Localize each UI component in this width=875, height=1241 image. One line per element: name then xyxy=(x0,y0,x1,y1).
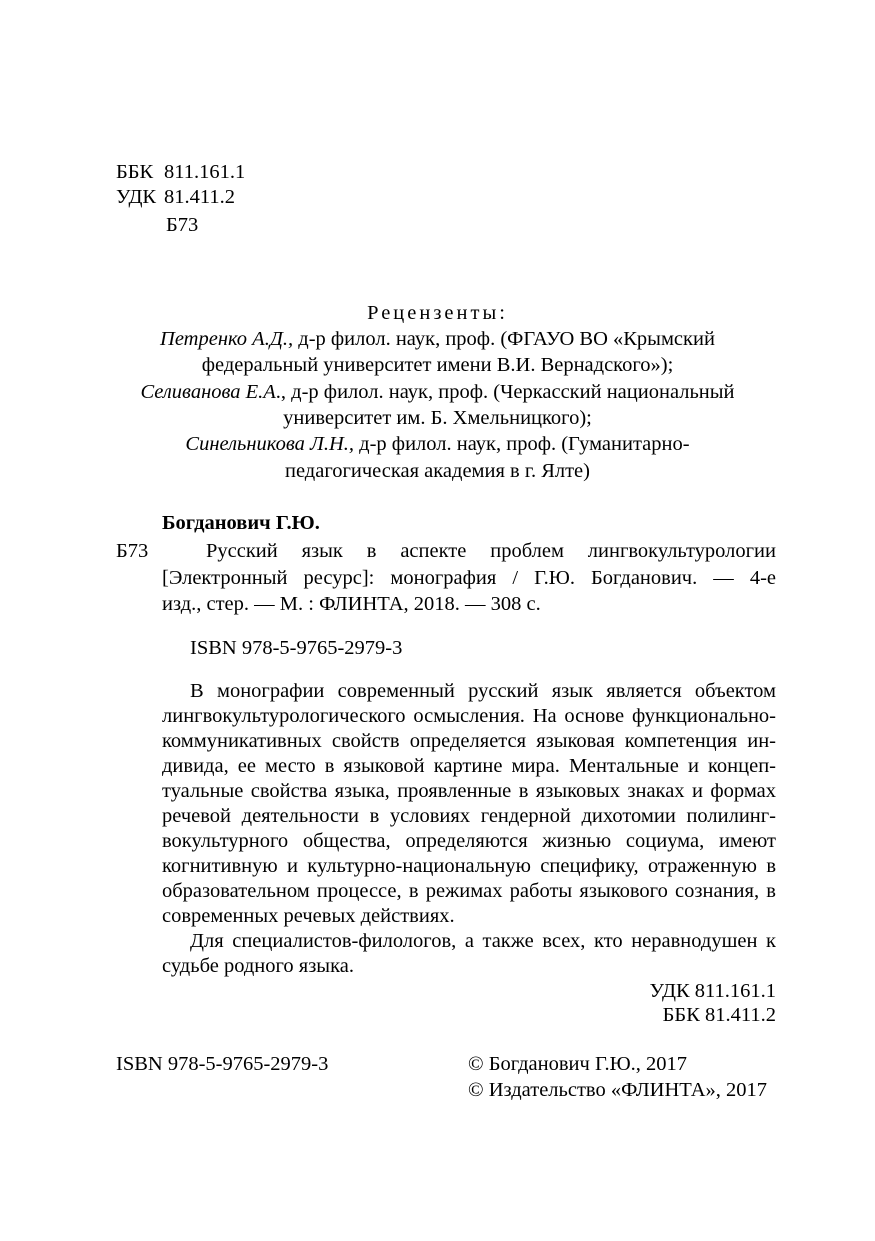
abstract-line: В монографии современный русский язык является объектом xyxy=(190,680,776,702)
footer-isbn: ISBN 978-5-9765-2979-3 xyxy=(116,1053,329,1075)
udk-code-right: УДК 811.161.1 xyxy=(649,980,776,1002)
audience-line: Для специалистов-филологов, а также всех, кто неравнодушен к xyxy=(190,930,776,952)
bbk-value: 811.161.1 xyxy=(164,161,246,183)
copyright-author: © Богданович Г.Ю., 2017 xyxy=(468,1053,688,1075)
reviewer-line: Синельникова Л.Н., д-р филол. наук, проф. (Гуманитарно- xyxy=(185,433,690,455)
record-isbn: ISBN 978-5-9765-2979-3 xyxy=(190,637,403,659)
abstract-line: когнитивную и культурно-национальную специфику, отраженную в xyxy=(162,855,776,877)
udk-value: 81.411.2 xyxy=(164,186,235,208)
udk-line xyxy=(116,185,235,210)
abstract-line: дивида, ее место в языковой картине мира. Ментальные и концеп- xyxy=(162,755,776,777)
record-desc-line: изд., стер. — М. : ФЛИНТА, 2018. — 308 с. xyxy=(162,593,541,615)
bbk-label: ББК xyxy=(116,161,154,183)
copyright-publisher: © Издательство «ФЛИНТА», 2017 xyxy=(468,1079,768,1101)
abstract-line: вокультурного общества, определяются жизнью социума, имеют xyxy=(162,830,776,852)
bbk-code-right: ББК 81.411.2 xyxy=(662,1004,776,1026)
record-desc-line: Русский язык в аспекте проблем лингвокультурологии xyxy=(206,540,776,562)
reviewer-line: педагогическая академия в г. Ялте) xyxy=(285,460,590,482)
abstract-line: лингвокультурологического осмысления. На основе функционально- xyxy=(162,705,776,727)
reviewer-line: Петренко А.Д., д-р филол. наук, проф. (ФГАУО ВО «Крымский xyxy=(160,328,715,350)
record-mark: Б73 xyxy=(116,540,149,562)
reviewer-line: университет им. Б. Хмельницкого); xyxy=(283,407,592,429)
bbk-line xyxy=(116,160,245,185)
record-desc-line: [Электронный ресурс]: монография / Г.Ю. Богданович. — 4-е xyxy=(162,567,776,589)
reviewers-heading: Рецензенты: xyxy=(367,302,508,324)
record-author: Богданович Г.Ю. xyxy=(162,512,320,534)
reviewer-line: федеральный университет имени В.И. Вернадского»); xyxy=(201,354,674,376)
abstract-line: туальные свойства языка, проявленные в языковых знаках и формах xyxy=(162,780,776,802)
abstract-line: образовательном процессе, в режимах работы языкового сознания, в xyxy=(162,880,776,902)
abstract-line: коммуникативных свойств определяется языковая компетенция ин- xyxy=(162,730,776,752)
udk-label: УДК xyxy=(116,186,157,208)
audience-line: судьбе родного языка. xyxy=(162,955,354,977)
abstract-line: современных речевых действиях. xyxy=(162,905,455,927)
abstract-line: речевой деятельности в условиях гендерной дихотомии полилинг- xyxy=(162,805,776,827)
author-mark-top: Б73 xyxy=(166,214,199,236)
reviewer-line: Селиванова Е.А., д-р филол. наук, проф. (Черкасский национальный xyxy=(140,381,735,403)
